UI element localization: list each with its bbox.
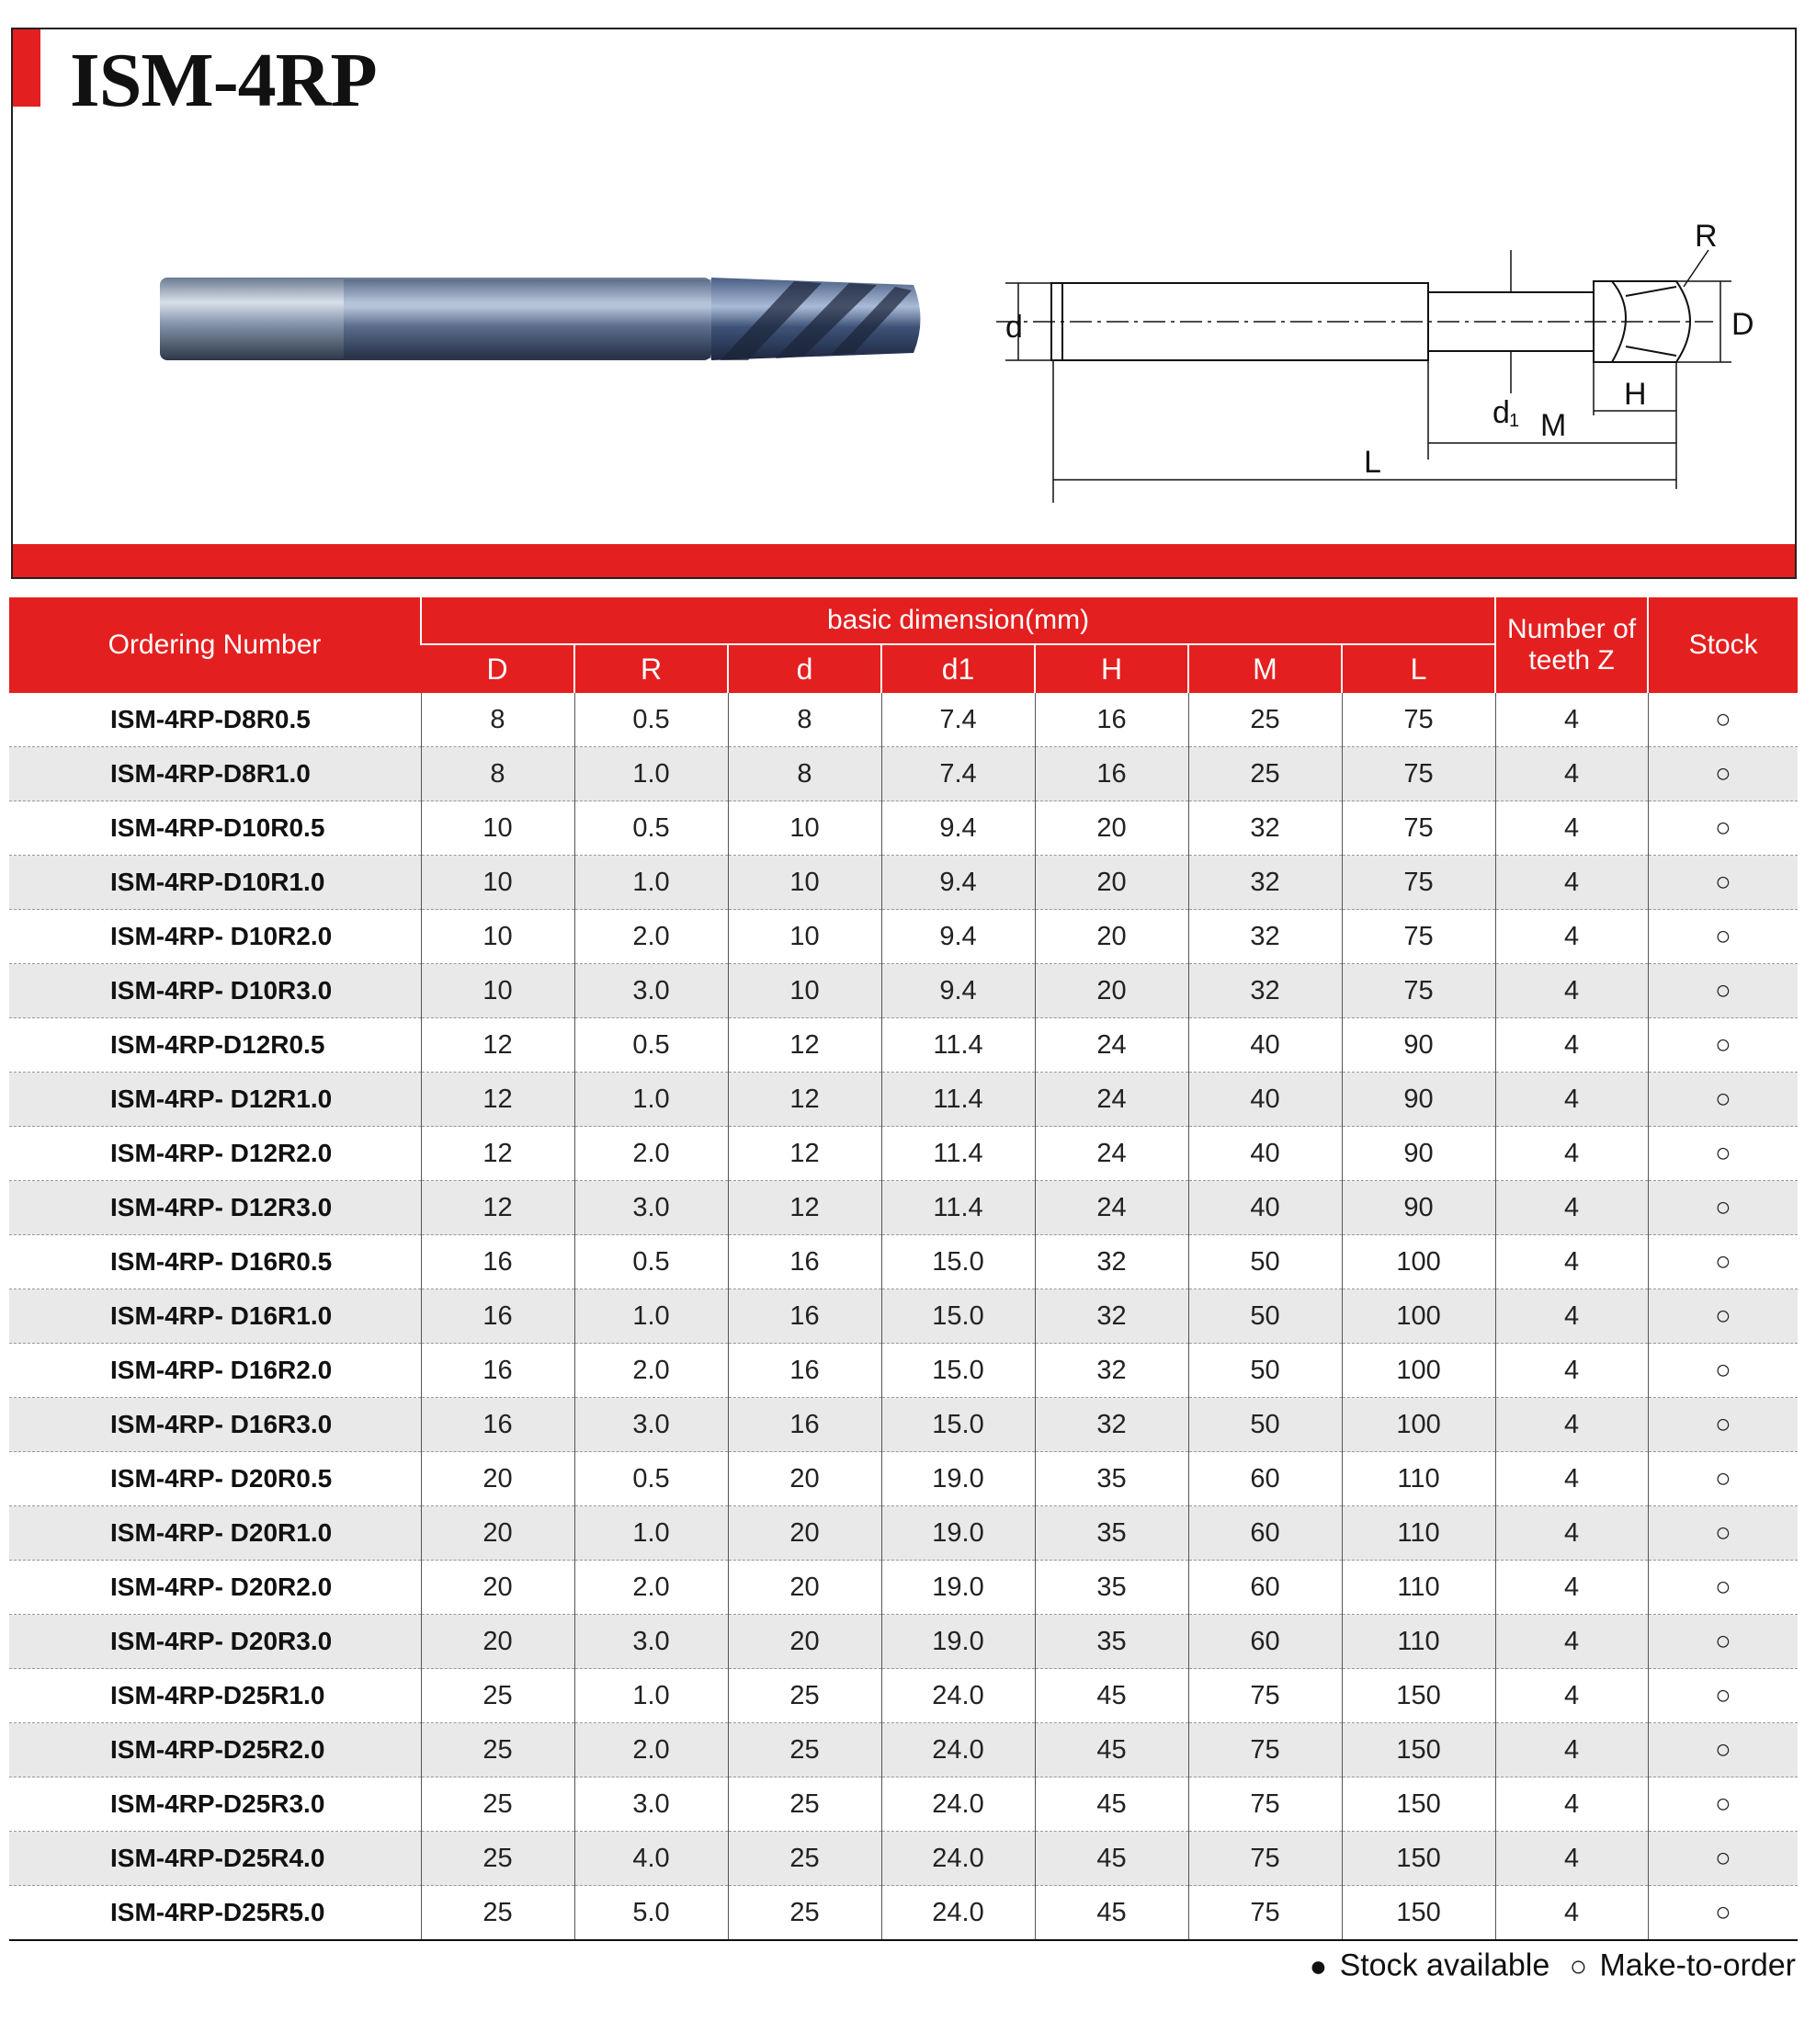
cell-H: 20	[1035, 964, 1188, 1018]
ordering-number-cell: ISM-4RP-D25R2.0	[9, 1723, 421, 1777]
cell-H: 32	[1035, 1235, 1188, 1289]
cell-D: 25	[421, 1777, 574, 1832]
header-stock: Stock	[1648, 597, 1798, 693]
cell-R: 3.0	[574, 1181, 728, 1235]
table-row	[9, 1344, 1798, 1398]
label-d1-subscript: 1	[1509, 411, 1520, 431]
table-row	[9, 1506, 1798, 1561]
ordering-number-cell: ISM-4RP- D12R1.0	[9, 1073, 421, 1127]
cell-d1: 19.0	[881, 1615, 1035, 1669]
cell-H: 45	[1035, 1832, 1188, 1886]
cell-H: 16	[1035, 747, 1188, 801]
ordering-number-cell: ISM-4RP- D10R3.0	[9, 964, 421, 1018]
cell-L: 150	[1342, 1723, 1495, 1777]
cell-R: 1.0	[574, 856, 728, 910]
cell-R: 2.0	[574, 1127, 728, 1181]
cell-Z: 4	[1495, 1669, 1648, 1723]
product-header-panel	[11, 28, 1797, 579]
label-H: H	[1624, 377, 1647, 412]
cell-d: 16	[728, 1289, 881, 1344]
cell-M: 25	[1188, 693, 1342, 747]
dimension-drawing	[978, 213, 1787, 526]
cell-d: 10	[728, 856, 881, 910]
cell-L: 100	[1342, 1289, 1495, 1344]
ordering-number-cell: ISM-4RP-D8R1.0	[9, 747, 421, 801]
stock-cell: ○	[1648, 1127, 1798, 1181]
ordering-number-cell: ISM-4RP- D10R2.0	[9, 910, 421, 964]
cell-d1: 19.0	[881, 1561, 1035, 1615]
cell-M: 40	[1188, 1181, 1342, 1235]
cell-d: 25	[728, 1832, 881, 1886]
cell-D: 16	[421, 1344, 574, 1398]
cell-M: 50	[1188, 1235, 1342, 1289]
cell-L: 150	[1342, 1832, 1495, 1886]
table-row	[9, 1723, 1798, 1777]
cell-L: 100	[1342, 1344, 1495, 1398]
cell-d1: 7.4	[881, 693, 1035, 747]
cell-Z: 4	[1495, 801, 1648, 856]
stock-cell: ○	[1648, 1073, 1798, 1127]
stock-cell: ○	[1648, 801, 1798, 856]
cell-D: 12	[421, 1073, 574, 1127]
table-row	[9, 1018, 1798, 1073]
stock-cell: ○	[1648, 1615, 1798, 1669]
ordering-number-cell: ISM-4RP- D20R3.0	[9, 1615, 421, 1669]
cell-D: 20	[421, 1561, 574, 1615]
cell-d1: 15.0	[881, 1344, 1035, 1398]
cell-d: 8	[728, 747, 881, 801]
cell-D: 10	[421, 856, 574, 910]
cell-d1: 9.4	[881, 856, 1035, 910]
cell-H: 16	[1035, 693, 1188, 747]
cell-M: 40	[1188, 1018, 1342, 1073]
cell-L: 75	[1342, 964, 1495, 1018]
cell-D: 12	[421, 1127, 574, 1181]
cell-L: 90	[1342, 1181, 1495, 1235]
cell-D: 12	[421, 1018, 574, 1073]
cell-M: 50	[1188, 1344, 1342, 1398]
table-row	[9, 1398, 1798, 1452]
cell-M: 32	[1188, 964, 1342, 1018]
cell-Z: 4	[1495, 1398, 1648, 1452]
ordering-number-cell: ISM-4RP- D16R1.0	[9, 1289, 421, 1344]
cell-D: 10	[421, 964, 574, 1018]
table-row	[9, 856, 1798, 910]
cell-L: 110	[1342, 1615, 1495, 1669]
cell-D: 12	[421, 1181, 574, 1235]
cell-d1: 11.4	[881, 1073, 1035, 1127]
cell-d: 25	[728, 1723, 881, 1777]
cell-D: 25	[421, 1723, 574, 1777]
ordering-number-cell: ISM-4RP- D12R3.0	[9, 1181, 421, 1235]
cell-L: 110	[1342, 1506, 1495, 1561]
cell-M: 60	[1188, 1452, 1342, 1506]
ordering-number-cell: ISM-4RP- D20R0.5	[9, 1452, 421, 1506]
stock-cell: ○	[1648, 1235, 1798, 1289]
cell-d: 12	[728, 1073, 881, 1127]
cell-M: 32	[1188, 801, 1342, 856]
cell-M: 60	[1188, 1561, 1342, 1615]
stock-cell: ○	[1648, 1561, 1798, 1615]
cell-H: 24	[1035, 1073, 1188, 1127]
cell-H: 24	[1035, 1127, 1188, 1181]
cell-d: 12	[728, 1018, 881, 1073]
header-H: H	[1035, 644, 1188, 693]
stock-cell: ○	[1648, 1289, 1798, 1344]
ordering-number-cell: ISM-4RP-D10R1.0	[9, 856, 421, 910]
cell-D: 20	[421, 1615, 574, 1669]
cell-d: 8	[728, 693, 881, 747]
cell-d: 10	[728, 910, 881, 964]
table-row	[9, 910, 1798, 964]
product-title: ISM-4RP	[70, 38, 377, 123]
table-row	[9, 1289, 1798, 1344]
cell-R: 1.0	[574, 1073, 728, 1127]
cell-D: 16	[421, 1235, 574, 1289]
stock-available-label: Stock available	[1339, 1947, 1550, 1983]
stock-cell: ○	[1648, 1181, 1798, 1235]
cell-d: 25	[728, 1886, 881, 1941]
cell-Z: 4	[1495, 693, 1648, 747]
cell-d1: 15.0	[881, 1398, 1035, 1452]
table-row	[9, 747, 1798, 801]
table-row	[9, 1073, 1798, 1127]
cell-M: 50	[1188, 1289, 1342, 1344]
table-row	[9, 1886, 1798, 1941]
cell-H: 35	[1035, 1452, 1188, 1506]
cell-Z: 4	[1495, 1289, 1648, 1344]
cell-M: 50	[1188, 1398, 1342, 1452]
cell-L: 150	[1342, 1669, 1495, 1723]
cell-d1: 15.0	[881, 1235, 1035, 1289]
cell-R: 0.5	[574, 801, 728, 856]
ordering-number-cell: ISM-4RP-D25R5.0	[9, 1886, 421, 1941]
cell-R: 0.5	[574, 1235, 728, 1289]
cell-R: 3.0	[574, 1398, 728, 1452]
cell-R: 1.0	[574, 1506, 728, 1561]
cell-d: 12	[728, 1127, 881, 1181]
ordering-number-cell: ISM-4RP-D25R1.0	[9, 1669, 421, 1723]
stock-legend	[1310, 1947, 1796, 1984]
cell-D: 8	[421, 693, 574, 747]
cell-R: 3.0	[574, 1615, 728, 1669]
stock-cell: ○	[1648, 1777, 1798, 1832]
table-row	[9, 1561, 1798, 1615]
label-d: d	[1005, 310, 1023, 345]
cell-L: 75	[1342, 693, 1495, 747]
cell-H: 45	[1035, 1777, 1188, 1832]
header-R: R	[574, 644, 728, 693]
cell-d1: 11.4	[881, 1181, 1035, 1235]
ordering-number-cell: ISM-4RP- D16R2.0	[9, 1344, 421, 1398]
stock-cell: ○	[1648, 1398, 1798, 1452]
cell-Z: 4	[1495, 1561, 1648, 1615]
cell-M: 75	[1188, 1669, 1342, 1723]
stock-cell: ○	[1648, 964, 1798, 1018]
ordering-number-cell: ISM-4RP-D12R0.5	[9, 1018, 421, 1073]
cell-Z: 4	[1495, 910, 1648, 964]
ordering-number-cell: ISM-4RP- D16R0.5	[9, 1235, 421, 1289]
cell-D: 10	[421, 801, 574, 856]
table-row	[9, 1777, 1798, 1832]
cell-H: 24	[1035, 1018, 1188, 1073]
cell-H: 45	[1035, 1886, 1188, 1941]
header-L: L	[1342, 644, 1495, 693]
cell-H: 20	[1035, 801, 1188, 856]
cell-M: 25	[1188, 747, 1342, 801]
cell-L: 100	[1342, 1398, 1495, 1452]
cell-Z: 4	[1495, 1723, 1648, 1777]
cell-D: 25	[421, 1669, 574, 1723]
make-to-order-label: Make-to-order	[1599, 1947, 1796, 1983]
cell-Z: 4	[1495, 964, 1648, 1018]
cell-d: 16	[728, 1344, 881, 1398]
cell-d: 20	[728, 1561, 881, 1615]
stock-cell: ○	[1648, 1832, 1798, 1886]
cell-M: 40	[1188, 1127, 1342, 1181]
cell-L: 100	[1342, 1235, 1495, 1289]
cell-d1: 11.4	[881, 1018, 1035, 1073]
cell-H: 35	[1035, 1615, 1188, 1669]
header-number-of-teeth: Number of teeth Z	[1495, 597, 1648, 693]
cell-H: 32	[1035, 1344, 1188, 1398]
cell-H: 45	[1035, 1669, 1188, 1723]
cell-R: 3.0	[574, 1777, 728, 1832]
cell-D: 25	[421, 1886, 574, 1941]
cell-M: 75	[1188, 1723, 1342, 1777]
cell-M: 60	[1188, 1615, 1342, 1669]
specification-table	[9, 597, 1798, 1941]
stock-cell: ○	[1648, 856, 1798, 910]
cell-d: 12	[728, 1181, 881, 1235]
cell-L: 110	[1342, 1561, 1495, 1615]
cell-R: 5.0	[574, 1886, 728, 1941]
table-row	[9, 1669, 1798, 1723]
cell-d1: 24.0	[881, 1886, 1035, 1941]
stock-cell: ○	[1648, 1018, 1798, 1073]
cell-L: 150	[1342, 1886, 1495, 1941]
ordering-number-cell: ISM-4RP- D16R3.0	[9, 1398, 421, 1452]
cell-H: 32	[1035, 1289, 1188, 1344]
cell-d1: 24.0	[881, 1832, 1035, 1886]
header-ordering-number: Ordering Number	[9, 597, 421, 693]
cell-H: 35	[1035, 1506, 1188, 1561]
label-M: M	[1540, 408, 1567, 443]
cell-H: 20	[1035, 910, 1188, 964]
cell-Z: 4	[1495, 1344, 1648, 1398]
stock-cell: ○	[1648, 910, 1798, 964]
header-d: d	[728, 644, 881, 693]
cell-d1: 11.4	[881, 1127, 1035, 1181]
cell-R: 1.0	[574, 1669, 728, 1723]
cell-Z: 4	[1495, 1886, 1648, 1941]
stock-available-symbol: ●	[1309, 1948, 1328, 1982]
cell-D: 20	[421, 1506, 574, 1561]
label-L: L	[1364, 445, 1381, 480]
cell-R: 0.5	[574, 693, 728, 747]
cell-L: 75	[1342, 910, 1495, 964]
cell-M: 75	[1188, 1886, 1342, 1941]
cell-R: 2.0	[574, 1723, 728, 1777]
stock-cell: ○	[1648, 693, 1798, 747]
cell-d1: 15.0	[881, 1289, 1035, 1344]
header-d1: d1	[881, 644, 1035, 693]
header-basic-dimension: basic dimension(mm)	[421, 597, 1495, 644]
cell-M: 60	[1188, 1506, 1342, 1561]
table-row	[9, 1452, 1798, 1506]
cell-H: 24	[1035, 1181, 1188, 1235]
ordering-number-cell: ISM-4RP-D25R4.0	[9, 1832, 421, 1886]
cell-H: 20	[1035, 856, 1188, 910]
cell-Z: 4	[1495, 1018, 1648, 1073]
label-D: D	[1731, 307, 1754, 342]
cell-d: 10	[728, 964, 881, 1018]
cell-L: 90	[1342, 1073, 1495, 1127]
stock-cell: ○	[1648, 1344, 1798, 1398]
cell-Z: 4	[1495, 1777, 1648, 1832]
table-row	[9, 1615, 1798, 1669]
header-D: D	[421, 644, 574, 693]
label-d1: d	[1493, 395, 1510, 430]
title-red-marker	[13, 29, 40, 107]
stock-cell: ○	[1648, 747, 1798, 801]
cell-R: 2.0	[574, 1344, 728, 1398]
ordering-number-cell: ISM-4RP-D10R0.5	[9, 801, 421, 856]
cell-d: 25	[728, 1669, 881, 1723]
cell-H: 35	[1035, 1561, 1188, 1615]
cell-L: 75	[1342, 801, 1495, 856]
cell-d1: 19.0	[881, 1506, 1035, 1561]
stock-cell: ○	[1648, 1723, 1798, 1777]
header-M: M	[1188, 644, 1342, 693]
cell-d: 16	[728, 1398, 881, 1452]
cell-D: 8	[421, 747, 574, 801]
cell-R: 0.5	[574, 1452, 728, 1506]
stock-cell: ○	[1648, 1452, 1798, 1506]
cell-L: 150	[1342, 1777, 1495, 1832]
cell-D: 25	[421, 1832, 574, 1886]
table-row	[9, 1832, 1798, 1886]
cell-R: 2.0	[574, 1561, 728, 1615]
cell-R: 4.0	[574, 1832, 728, 1886]
cell-L: 75	[1342, 856, 1495, 910]
end-mill-photo	[160, 250, 932, 388]
stock-cell: ○	[1648, 1669, 1798, 1723]
ordering-number-cell: ISM-4RP- D12R2.0	[9, 1127, 421, 1181]
cell-d1: 9.4	[881, 801, 1035, 856]
cell-Z: 4	[1495, 1127, 1648, 1181]
make-to-order-symbol: ○	[1569, 1948, 1588, 1982]
cell-L: 75	[1342, 747, 1495, 801]
cell-d: 25	[728, 1777, 881, 1832]
cell-H: 45	[1035, 1723, 1188, 1777]
cell-D: 20	[421, 1452, 574, 1506]
cell-d1: 24.0	[881, 1777, 1035, 1832]
cell-d: 20	[728, 1452, 881, 1506]
cell-R: 1.0	[574, 747, 728, 801]
cell-H: 32	[1035, 1398, 1188, 1452]
cell-M: 40	[1188, 1073, 1342, 1127]
cell-Z: 4	[1495, 1452, 1648, 1506]
cell-L: 110	[1342, 1452, 1495, 1506]
cell-d1: 19.0	[881, 1452, 1035, 1506]
cell-Z: 4	[1495, 1073, 1648, 1127]
table-row	[9, 1181, 1798, 1235]
table-row	[9, 1235, 1798, 1289]
cell-Z: 4	[1495, 1832, 1648, 1886]
ordering-number-cell: ISM-4RP- D20R1.0	[9, 1506, 421, 1561]
cell-d1: 9.4	[881, 910, 1035, 964]
table-row	[9, 801, 1798, 856]
cell-Z: 4	[1495, 1235, 1648, 1289]
cell-M: 75	[1188, 1777, 1342, 1832]
ordering-number-cell: ISM-4RP-D8R0.5	[9, 693, 421, 747]
stock-cell: ○	[1648, 1506, 1798, 1561]
label-R: R	[1695, 219, 1718, 254]
cell-d: 16	[728, 1235, 881, 1289]
table-row	[9, 964, 1798, 1018]
cell-D: 10	[421, 910, 574, 964]
cell-d: 20	[728, 1506, 881, 1561]
cell-Z: 4	[1495, 1506, 1648, 1561]
table-row	[9, 693, 1798, 747]
cell-Z: 4	[1495, 1615, 1648, 1669]
cell-Z: 4	[1495, 1181, 1648, 1235]
cell-M: 75	[1188, 1832, 1342, 1886]
cell-D: 16	[421, 1398, 574, 1452]
cell-Z: 4	[1495, 747, 1648, 801]
cell-L: 90	[1342, 1127, 1495, 1181]
cell-d: 20	[728, 1615, 881, 1669]
cell-d1: 9.4	[881, 964, 1035, 1018]
cell-R: 0.5	[574, 1018, 728, 1073]
ordering-number-cell: ISM-4RP-D25R3.0	[9, 1777, 421, 1832]
cell-Z: 4	[1495, 856, 1648, 910]
cell-d1: 24.0	[881, 1669, 1035, 1723]
cell-L: 90	[1342, 1018, 1495, 1073]
header-red-band	[13, 544, 1795, 577]
cell-R: 3.0	[574, 964, 728, 1018]
stock-cell: ○	[1648, 1886, 1798, 1941]
cell-d1: 24.0	[881, 1723, 1035, 1777]
cell-d1: 7.4	[881, 747, 1035, 801]
cell-D: 16	[421, 1289, 574, 1344]
cell-M: 32	[1188, 856, 1342, 910]
cell-d: 10	[728, 801, 881, 856]
cell-M: 32	[1188, 910, 1342, 964]
table-row	[9, 1127, 1798, 1181]
cell-R: 2.0	[574, 910, 728, 964]
cell-R: 1.0	[574, 1289, 728, 1344]
ordering-number-cell: ISM-4RP- D20R2.0	[9, 1561, 421, 1615]
